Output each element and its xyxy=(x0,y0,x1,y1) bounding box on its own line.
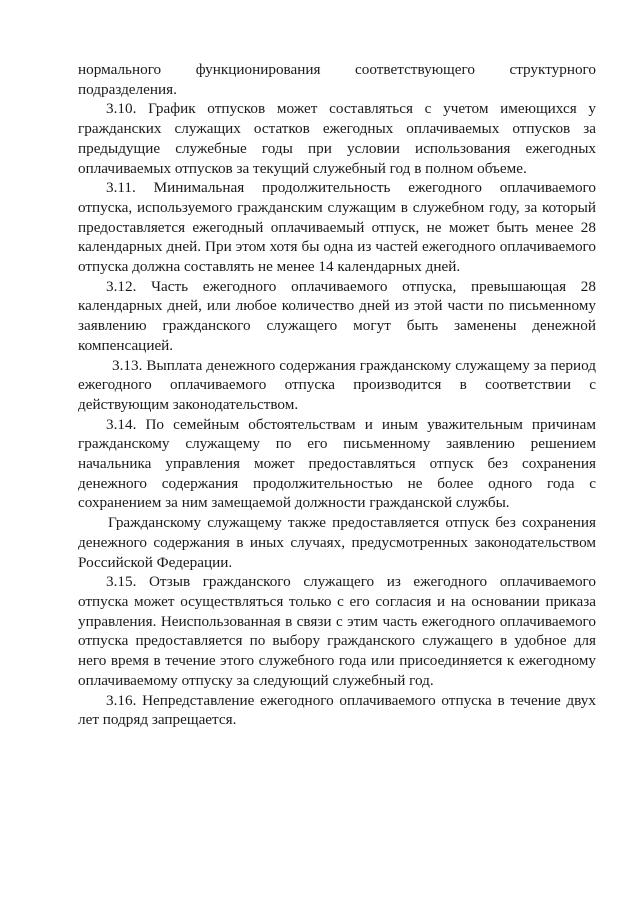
paragraph-3-15: 3.15. Отзыв гражданского служащего из ежегодного оплачиваемого отпуска может осуществляться только с его согласия и на основании приказа управления. Неиспользованная в связи с этим часть ежегодного оплачиваемого отпуска предоставляется по выбору гражданского служащего в удобное для него время в течение этого служебного года или присоединяется к ежегодному оплачиваемому отпуску за следующий служебный год. xyxy=(78,573,596,689)
paragraph-3-16: 3.16. Непредставление ежегодного оплачиваемого отпуска в течение двух лет подряд запрещается. xyxy=(78,691,596,729)
document-page xyxy=(78,60,596,730)
paragraph-unpaid-leave: Гражданскому служащему также предоставляется отпуск без сохранения денежного содержания в иных случаях, предусмотренных законодательством Российской Федерации. xyxy=(78,514,596,571)
paragraph-3-14: 3.14. По семейным обстоятельствам и иным уважительным причинам гражданскому служащему по его письменному заявлению решением начальника управления может предоставляться отпуск без сохранения денежного содержания продолжительностью не более одного года с сохранением за ним замещаемой должности гражданской службы. xyxy=(78,415,596,512)
paragraph-3-13: 3.13. Выплата денежного содержания гражданскому служащему за период ежегодного оплачиваемого отпуска производится в соответствии с действующим законодательством. xyxy=(78,356,596,413)
paragraph-continuation: нормального функционирования соответствующего структурного подразделения. xyxy=(78,61,596,98)
paragraph-3-10: 3.10. График отпусков может составляться с учетом имеющихся у гражданских служащих остатков ежегодных оплачиваемых отпусков за предыдущие служебные годы при условии использования ежегодных оплачиваемых отпусков за текущий служебный год в полном объеме. xyxy=(78,100,596,177)
paragraph-3-12: 3.12. Часть ежегодного оплачиваемого отпуска, превышающая 28 календарных дней, или любое количество дней из этой части по письменному заявлению гражданского служащего могут быть заменены денежной компенсацией. xyxy=(78,277,596,354)
paragraph-3-11: 3.11. Минимальная продолжительность ежегодного оплачиваемого отпуска, используемого гражданским служащим в служебном году, за который предоставляется ежегодный оплачиваемый отпуск, не может быть менее 28 календарных дней. При этом хотя бы одна из частей ежегодного оплачиваемого отпуска должна составлять не менее 14 календарных дней. xyxy=(78,179,596,276)
